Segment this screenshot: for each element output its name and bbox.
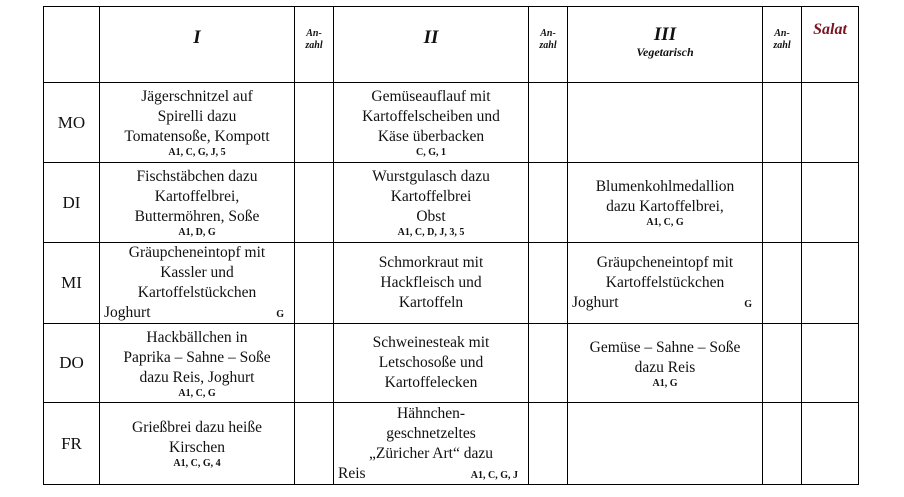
menu-2-dish (334, 83, 529, 163)
dish-line: Wurstgulasch dazu (372, 168, 490, 185)
menu-2-count-field[interactable] (529, 163, 568, 243)
menu-1-count-field[interactable] (295, 83, 334, 163)
menu-3-count-field[interactable] (763, 324, 802, 403)
count-label-top: An- (306, 27, 322, 39)
header-count-2 (529, 7, 568, 83)
count-label-top: An- (774, 27, 790, 39)
menu-2-dish (334, 243, 529, 324)
dish-line: Obst (416, 208, 446, 225)
menu-2-count-field[interactable] (529, 83, 568, 163)
dish-line: Kartoffelbrei (390, 188, 472, 205)
dish-line: dazu Reis, Joghurt (139, 368, 255, 386)
dish-line: Kirschen (169, 439, 225, 456)
dish-line: dazu Reis (634, 358, 696, 376)
salad-count-field[interactable] (802, 163, 859, 243)
dish-line: Grießbrei dazu heiße (132, 419, 262, 436)
dish-last-line (100, 303, 294, 323)
weekday-label: MI (44, 243, 100, 324)
header-day-cell (44, 7, 100, 83)
menu-2-count-field[interactable] (529, 243, 568, 324)
dish-line: Schweinesteak mit (372, 334, 490, 351)
header-count-3 (763, 7, 802, 83)
menu-1-count-field[interactable] (295, 163, 334, 243)
menu-1-count-field[interactable] (295, 403, 334, 485)
dish-line: Kassler und (160, 264, 234, 281)
menu-3-dish (568, 243, 763, 324)
weekday-label: MO (44, 83, 100, 163)
dish-last-line (568, 293, 762, 313)
count-label-bottom: zahl (539, 39, 557, 51)
header-menu-3 (568, 7, 763, 83)
dish-line: Gräupcheneintopf mit (596, 254, 734, 271)
allergen-codes: G (744, 299, 752, 310)
dish-line: Hähnchen- (397, 404, 465, 422)
dish-line: Fischstäbchen dazu (136, 168, 258, 185)
allergen-codes: A1, G (652, 377, 678, 389)
menu-3-dish (568, 83, 763, 163)
menu-2-title: II (423, 26, 439, 48)
dish-line: Jägerschnitzel auf (141, 88, 253, 105)
dish-line: Reis (338, 464, 366, 482)
dish-line: Gemüseauflauf mit (371, 88, 491, 105)
menu-1-dish (100, 243, 295, 324)
lunch-menu-table (43, 6, 859, 485)
menu-3-count-field[interactable] (763, 403, 802, 485)
allergen-codes: A1, C, G, J (470, 469, 518, 481)
menu-3-count-field[interactable] (763, 163, 802, 243)
dish-line: Kartoffelbrei, (154, 188, 240, 205)
menu-1-dish (100, 83, 295, 163)
menu-row (44, 83, 859, 163)
header-menu-1 (100, 7, 295, 83)
header-count-1 (295, 7, 334, 83)
salad-count-field[interactable] (802, 403, 859, 485)
count-label-top: An- (540, 27, 556, 39)
menu-3-subtitle: Vegetarisch (636, 44, 694, 59)
dish-line: „Züricher Art“ dazu (369, 444, 493, 462)
allergen-codes: A1, C, D, J, 3, 5 (397, 227, 465, 238)
dish-line: Kartoffelscheiben und (362, 108, 500, 125)
menu-1-dish (100, 403, 295, 485)
dish-last-line (334, 464, 528, 484)
menu-3-title: III (653, 23, 677, 45)
allergen-codes: A1, C, G, 4 (173, 458, 221, 469)
menu-1-count-field[interactable] (295, 243, 334, 324)
dish-line: Kartoffelstückchen (137, 284, 257, 301)
dish-line: Kartoffeln (398, 294, 464, 311)
menu-row (44, 163, 859, 243)
menu-row (44, 403, 859, 485)
salad-count-field[interactable] (802, 243, 859, 324)
menu-row (44, 324, 859, 403)
menu-2-dish (334, 163, 529, 243)
count-label-bottom: zahl (305, 39, 323, 51)
dish-line: Kartoffelecken (384, 374, 478, 391)
menu-3-dish (568, 163, 763, 243)
dish-line: Hackbällchen in (146, 328, 248, 346)
header-row (44, 7, 859, 83)
menu-row (44, 243, 859, 324)
allergen-codes: A1, C, G (646, 217, 684, 228)
header-salad (802, 7, 859, 83)
dish-line: Hackfleisch und (380, 274, 482, 291)
allergen-codes: G (276, 309, 284, 320)
menu-1-count-field[interactable] (295, 324, 334, 403)
allergen-codes: A1, D, G (178, 227, 216, 238)
salad-title: Salat (813, 20, 847, 38)
weekday-label: DI (44, 163, 100, 243)
allergen-codes: A1, C, G (178, 387, 216, 399)
menu-2-count-field[interactable] (529, 324, 568, 403)
menu-3-count-field[interactable] (763, 83, 802, 163)
allergen-codes: A1, C, G, J, 5 (168, 147, 226, 158)
weekday-label: FR (44, 403, 100, 485)
dish-line: Schmorkraut mit (378, 254, 484, 271)
dish-line: dazu Kartoffelbrei, (606, 198, 724, 215)
menu-2-dish (334, 403, 529, 485)
allergen-codes: C, G, 1 (416, 147, 446, 158)
count-label-bottom: zahl (773, 39, 791, 51)
menu-3-dish (568, 403, 763, 485)
salad-count-field[interactable] (802, 324, 859, 403)
menu-2-count-field[interactable] (529, 403, 568, 485)
menu-1-dish (100, 163, 295, 243)
dish-line: Blumenkohlmedallion (595, 178, 735, 195)
menu-3-count-field[interactable] (763, 243, 802, 324)
dish-line: Tomatensoße, Kompott (124, 128, 270, 145)
menu-2-dish (334, 324, 529, 403)
header-menu-2 (334, 7, 529, 83)
dish-line: Gemüse – Sahne – Soße (589, 338, 741, 356)
dish-line: Kartoffelstückchen (605, 274, 725, 291)
dish-line: Buttermöhren, Soße (134, 208, 260, 225)
dish-line: Joghurt (572, 294, 619, 311)
menu-1-title: I (193, 26, 201, 48)
dish-line: Gräupcheneintopf mit (128, 244, 266, 261)
menu-3-dish (568, 324, 763, 403)
dish-line: Spirelli dazu (157, 108, 237, 125)
salad-count-field[interactable] (802, 83, 859, 163)
dish-line: Käse überbacken (377, 128, 485, 145)
dish-line: Letschosoße und (378, 354, 484, 371)
weekday-label: DO (44, 324, 100, 403)
dish-line: geschnetzeltes (386, 424, 476, 442)
dish-line: Joghurt (104, 304, 151, 321)
dish-line: Paprika – Sahne – Soße (123, 348, 271, 366)
menu-1-dish (100, 324, 295, 403)
